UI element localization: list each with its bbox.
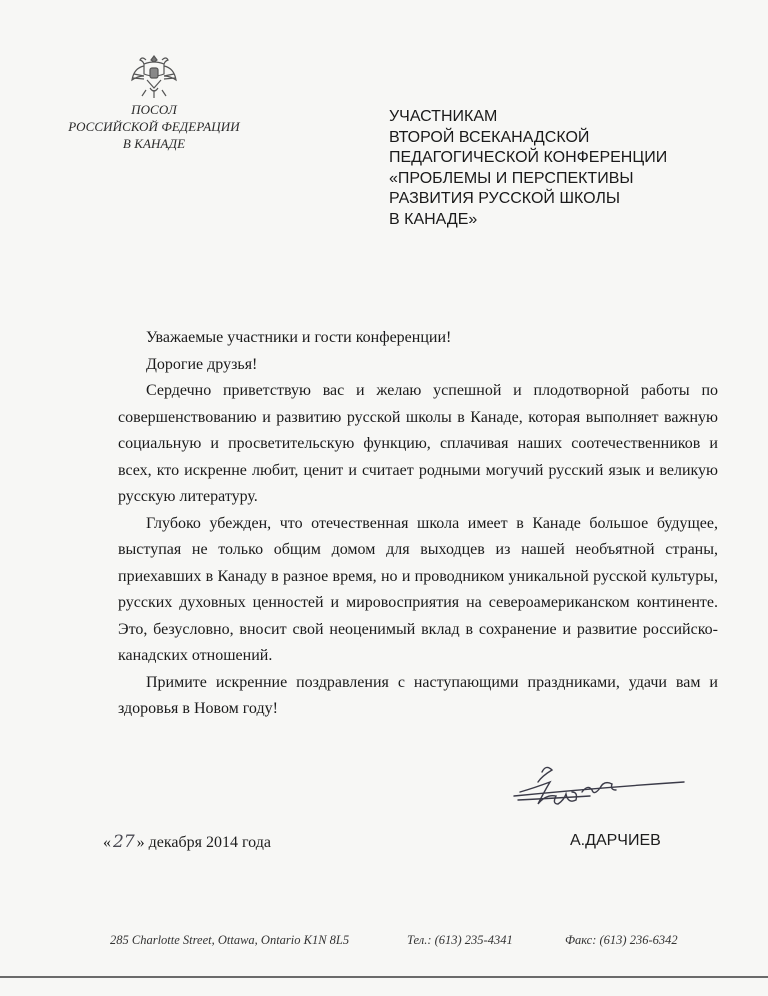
addressee-line: ПЕДАГОГИЧЕСКОЙ КОНФЕРЕНЦИИ [389,149,668,166]
bottom-rule [0,976,768,978]
addressee-line: УЧАСТНИКАМ [389,108,498,125]
letter-date [103,832,271,852]
date-quote-close: » [136,834,145,851]
footer-address: 285 Charlotte Street, Ottawa, Ontario K1N 8L5 [110,933,350,947]
letter-body [118,325,718,723]
signer-name: А.ДАРЧИЕВ [570,832,661,849]
footer-fax: Факс: (613) 236-6342 [565,933,678,947]
date-quote-open: « [103,834,111,851]
sender-block [54,101,254,152]
footer [110,933,700,948]
addressee-line: РАЗВИТИЯ РУССКОЙ ШКОЛЫ [389,190,621,207]
sender-line: В КАНАДЕ [122,136,186,151]
addressee-line: В КАНАДЕ» [389,210,478,228]
greeting: Дорогие друзья! [146,355,258,373]
addressee-line: ВТОРОЙ ВСЕКАНАДСКОЙ [389,128,590,146]
body-paragraph: Сердечно приветствую вас и желаю успешной и плодотворной работы по совершенствованию и развитию русской школы в Канаде, которая выполняет важную социальную и просветительскую функцию, сплачивая наших соотечественников и всех, кто искренне любит, ценит и считает родными могучий русский язык и великую русскую литературу. [118,382,718,505]
sender-line: РОССИЙСКОЙ ФЕДЕРАЦИИ [68,119,240,134]
handwritten-signature [512,758,692,818]
greeting: Уважаемые участники и гости конференции! [146,329,452,346]
body-paragraph: Глубоко убежден, что отечественная школа имеет в Канаде большое будущее, выступая не только общим домом для выходцев из нашей необъятной страны, приехавших в Канаду в разное время, но и проводником уникальной русской культуры, русских духовных ценностей и мировосприятия на североамериканском континенте. Это, безусловно, вносит свой неоценимый вклад в сохранение и развитие российско-канадских отношений. [118,514,718,664]
footer-tel: Тел.: (613) 235-4341 [407,933,513,947]
date-day-handwritten: 27 [113,832,135,852]
sender-line: ПОСОЛ [131,102,177,117]
addressee-block [389,107,749,230]
double-headed-eagle-icon [128,50,180,102]
body-paragraph: Примите искренние поздравления с наступающими праздниками, удачи вам и здоровья в Новом году! [118,673,718,717]
date-text: декабря 2014 года [144,834,271,851]
addressee-line: «ПРОБЛЕМЫ И ПЕРСПЕКТИВЫ [389,169,634,187]
